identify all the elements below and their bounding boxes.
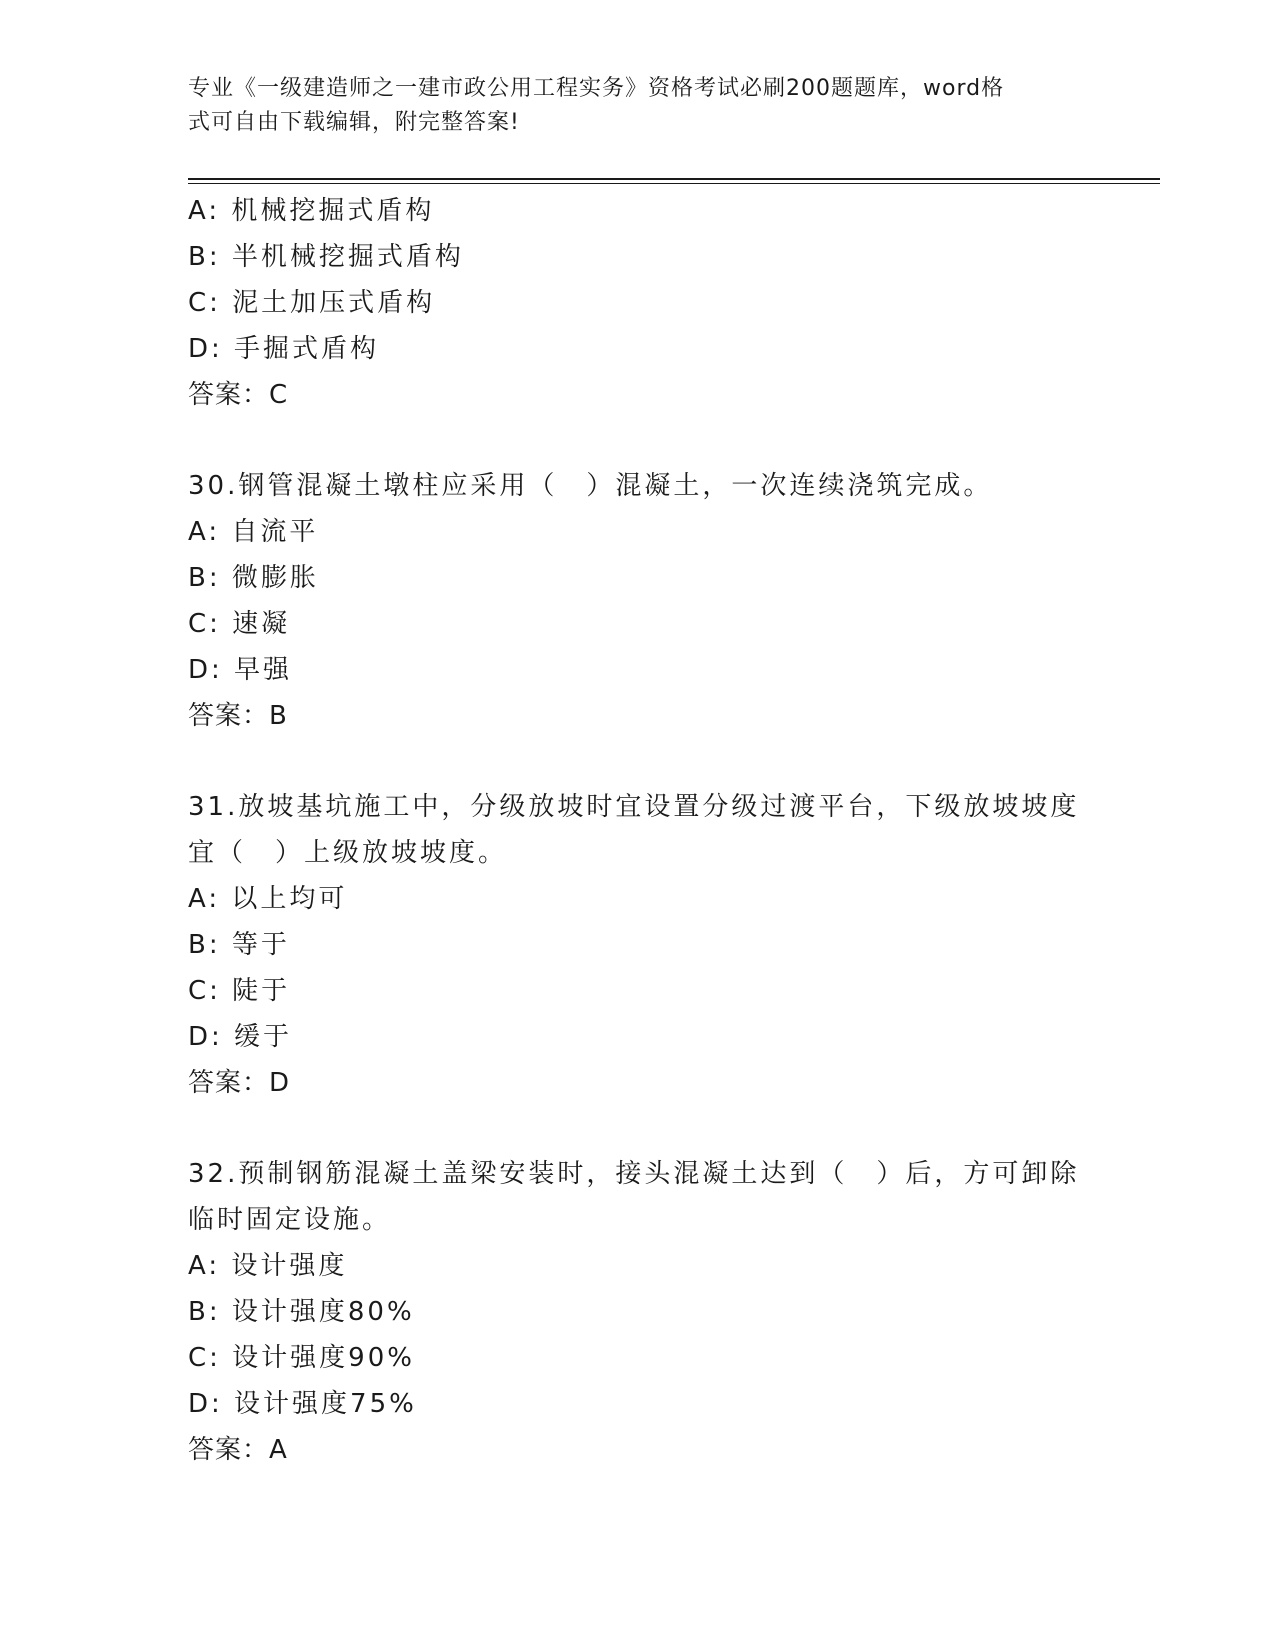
- question-block-31: [188, 784, 1088, 1106]
- option-b: B: 半机械挖掘式盾构: [188, 242, 464, 272]
- option-d: D: 早强: [188, 655, 293, 685]
- option-c: C: 泥土加压式盾构: [188, 288, 436, 318]
- answer-line: 答案：C: [188, 380, 289, 410]
- header-line-1: 专业《一级建造师之一建市政公用工程实务》资格考试必刷200题题库，word格: [188, 76, 1005, 101]
- answer-line: 答案：A: [188, 1435, 288, 1465]
- option-c: C: 速凝: [188, 609, 291, 639]
- answer-line: 答案：B: [188, 701, 288, 731]
- header-line-2: 式可自由下载编辑，附完整答案!: [188, 110, 520, 135]
- option-b: B: 设计强度80%: [188, 1297, 415, 1327]
- document-header: [188, 72, 1068, 140]
- option-d: D: 设计强度75%: [188, 1389, 417, 1419]
- question-text-line-1: 32.预制钢筋混凝土盖梁安装时，接头混凝土达到（ ）后，方可卸除: [188, 1159, 1080, 1189]
- option-a: A: 机械挖掘式盾构: [188, 196, 435, 226]
- question-text-line-2: 宜（ ）上级放坡坡度。: [188, 838, 508, 868]
- question-block-30: [188, 463, 1088, 739]
- answer-line: 答案：D: [188, 1068, 291, 1098]
- option-b: B: 等于: [188, 930, 290, 960]
- option-a: A: 以上均可: [188, 884, 348, 914]
- question-text-line-1: 31.放坡基坑施工中，分级放坡时宜设置分级过渡平台，下级放坡坡度: [188, 792, 1080, 822]
- option-a: A: 自流平: [188, 517, 319, 547]
- option-c: C: 设计强度90%: [188, 1343, 415, 1373]
- option-c: C: 陡于: [188, 976, 291, 1006]
- header-divider-thick: [188, 178, 1160, 180]
- question-list: [188, 188, 1088, 1473]
- option-a: A: 设计强度: [188, 1251, 348, 1281]
- header-divider-thin: [188, 183, 1160, 184]
- option-d: D: 缓于: [188, 1022, 293, 1052]
- option-d: D: 手掘式盾构: [188, 334, 380, 364]
- question-text: 30.钢管混凝土墩柱应采用（ ）混凝土，一次连续浇筑完成。: [188, 471, 993, 501]
- question-text-line-2: 临时固定设施。: [188, 1205, 392, 1235]
- question-block-32: [188, 1151, 1088, 1473]
- option-b: B: 微膨胀: [188, 563, 319, 593]
- question-block-prev: [188, 188, 1088, 418]
